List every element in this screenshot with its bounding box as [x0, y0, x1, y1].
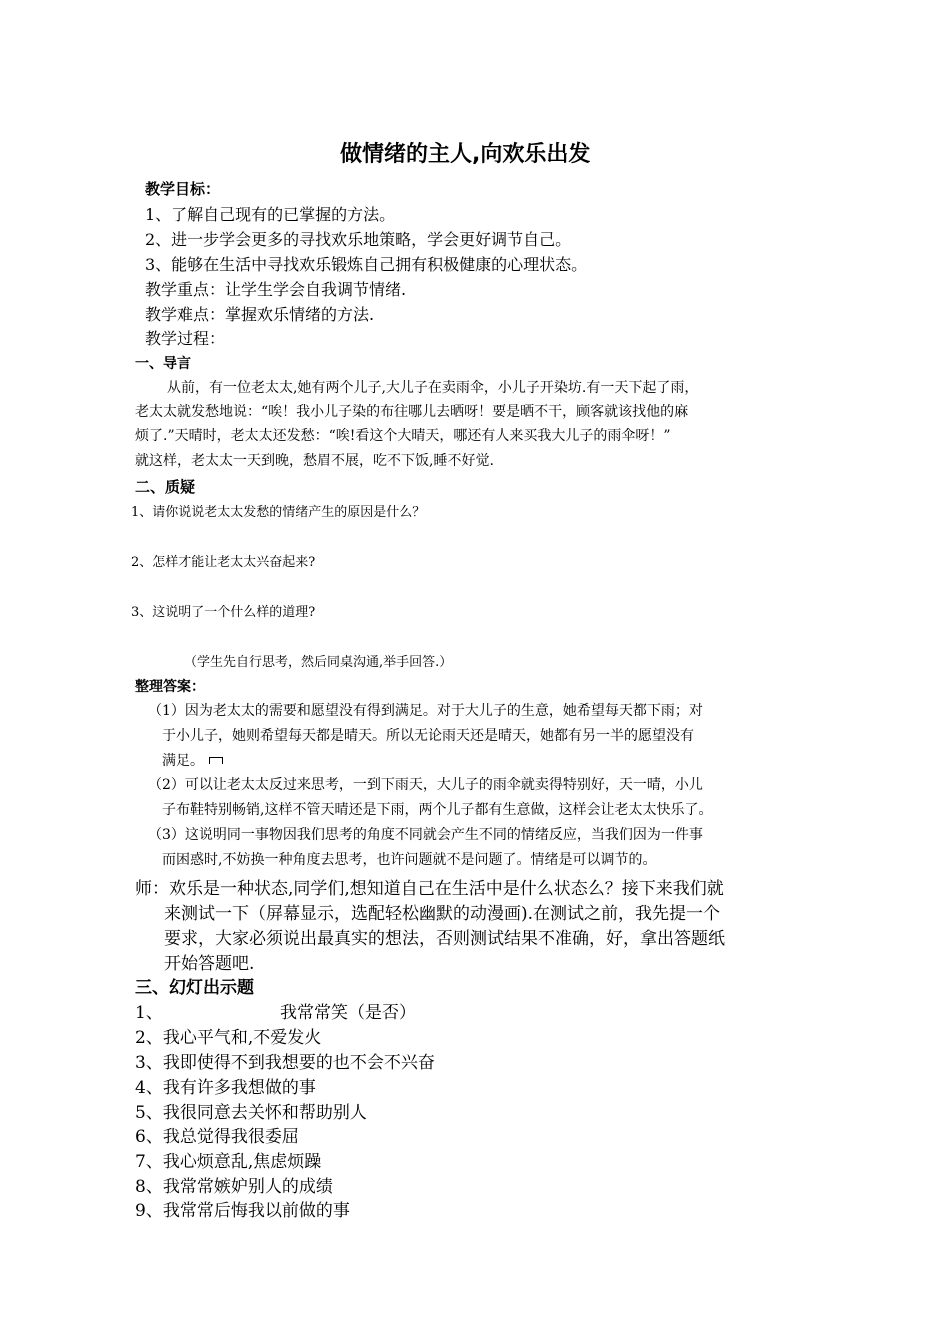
- slide-item: 8、我常常嫉妒别人的成绩: [135, 1177, 333, 1197]
- slide-item-number: 1、: [135, 1003, 163, 1023]
- slide-item: 2、我心平气和,不爱发火: [135, 1028, 322, 1048]
- question-item: 3、这说明了一个什么样的道理?: [131, 605, 316, 620]
- intro-line: 从前，有一位老太太,她有两个儿子,大儿子在卖雨伞，小儿子开染坊.有一天下起了雨，: [167, 380, 699, 396]
- page-title: 做情绪的主人,向欢乐出发: [340, 142, 591, 167]
- section-heading-intro: 一、导言: [135, 356, 191, 372]
- objective-item: 1、了解自己现有的已掌握的方法。: [145, 205, 396, 224]
- answer-line: 子布鞋特别畅销,这样不管天晴还是下雨，两个儿子都有生意做，这样会让老太太快乐了。: [162, 802, 713, 818]
- answers-heading: 整理答案：: [135, 679, 205, 695]
- teacher-line: 开始答题吧.: [164, 954, 255, 974]
- slide-item: 6、我总觉得我很委屈: [135, 1127, 299, 1147]
- objective-item: 2、进一步学会更多的寻找欢乐地策略，学会更好调节自己。: [145, 230, 572, 249]
- slide-item: 3、我即使得不到我想要的也不会不兴奋: [135, 1053, 435, 1073]
- question-item: 2、怎样才能让老太太兴奋起来?: [131, 555, 316, 570]
- difficulty: 教学难点：掌握欢乐情绪的方法.: [145, 305, 375, 324]
- teacher-line: 师：欢乐是一种状态,同学们,想知道自己在生活中是什么状态么？接下来我们就: [135, 879, 724, 899]
- answer-line: （1）因为老太太的需要和愿望没有得到满足。对于大儿子的生意，她希望每天都下雨；对: [148, 703, 703, 719]
- intro-line: 烦了.”天晴时，老太太还发愁：“唉!看这个大晴天，哪还有人来买我大儿子的雨伞呀！”: [135, 428, 671, 444]
- objectives-heading: 教学目标：: [145, 180, 221, 198]
- intro-line: 老太太就发愁地说：“唉！我小儿子染的布往哪儿去晒呀！要是晒不干，顾客就该找他的麻: [135, 404, 689, 420]
- teacher-line: 要求，大家必须说出最真实的想法，否则测试结果不准确，好，拿出答题纸: [164, 929, 725, 949]
- process-label: 教学过程：: [145, 329, 226, 348]
- answer-line: 而困惑时,不妨换一种角度去思考，也许问题就不是问题了。情绪是可以调节的。: [162, 852, 657, 868]
- slide-item: 5、我很同意去关怀和帮助别人: [135, 1103, 367, 1123]
- answer-line: （2）可以让老太太反过来思考，一到下雨天，大儿子的雨伞就卖得特别好，天一晴，小儿: [148, 777, 703, 793]
- instruction-note: （学生先自行思考，然后同桌沟通,举手回答.）: [184, 655, 453, 670]
- teacher-line: 来测试一下（屏幕显示，选配轻松幽默的动漫画).在测试之前，我先提一个: [164, 904, 721, 924]
- answer-line: （3）这说明同一事物因我们思考的角度不同就会产生不同的情绪反应，当我们因为一件事: [148, 827, 703, 843]
- slide-item: 7、我心烦意乱,焦虑烦躁: [135, 1152, 322, 1172]
- slide-item-text: 我常常笑（是否）: [280, 1003, 416, 1023]
- key-point: 教学重点：让学生学会自我调节情绪.: [145, 280, 407, 299]
- answer-line: 于小儿子，她则希望每天都是晴天。所以无论雨天还是晴天，她都有另一半的愿望没有: [162, 728, 694, 744]
- question-item: 1、请你说说老太太发愁的情绪产生的原因是什么？: [131, 505, 426, 520]
- edit-mark-icon: [209, 757, 223, 764]
- answer-line: 满足。: [162, 753, 204, 769]
- section-heading-slides: 三、幻灯出示题: [135, 978, 254, 998]
- section-heading-questions: 二、质疑: [135, 478, 196, 496]
- objective-item: 3、能够在生活中寻找欢乐锻炼自己拥有积极健康的心理状态。: [145, 255, 588, 274]
- slide-item: 4、我有许多我想做的事: [135, 1078, 316, 1098]
- slide-item: 9、我常常后悔我以前做的事: [135, 1201, 350, 1221]
- intro-line: 就这样，老太太一天到晚，愁眉不展，吃不下饭,睡不好觉.: [135, 453, 494, 469]
